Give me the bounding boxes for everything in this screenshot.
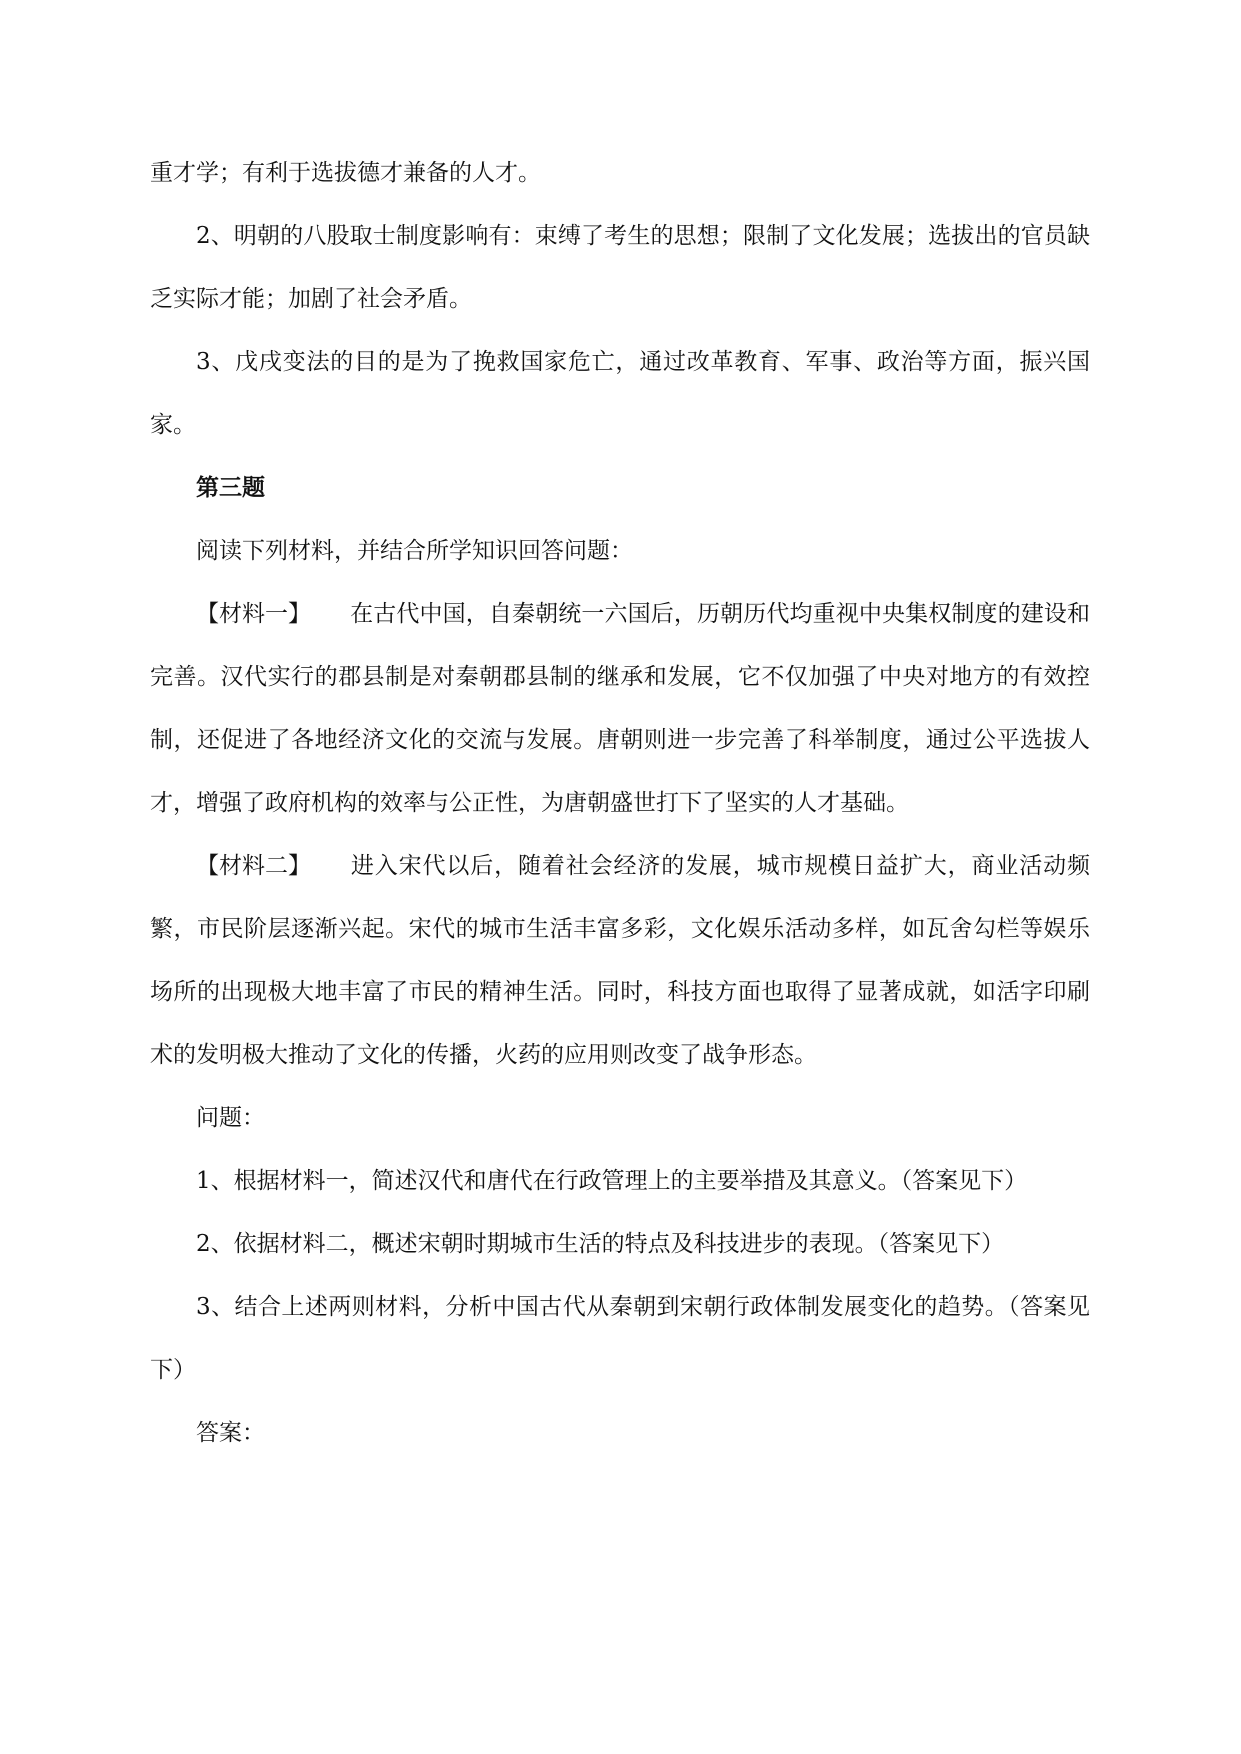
question-1: 1、根据材料一，简述汉代和唐代在行政管理上的主要举措及其意义。（答案见下） — [196, 1168, 1028, 1194]
answer-3: 3、戊戌变法的目的是为了挽救国家危亡，通过改革教育、军事、政治等方面，振兴国家。 — [150, 349, 1090, 438]
material-1-text: 在古代中国，自秦朝统一六国后，历朝历代均重视中央集权制度的建设和完善。汉代实行的郡县制是对秦朝郡县制的继承和发展，它不仅加强了中央对地方的有效控制，还促进了各地经济文化的交流与发展。唐朝则进一步完善了科举制度，通过公平选拔人才，增强了政府机构的效率与公正性，为唐朝盛世打下了坚实的人才基础。 — [150, 601, 1090, 816]
material-2-label: 【材料二】 — [196, 853, 311, 879]
answer-2: 2、明朝的八股取士制度影响有：束缚了考生的思想；限制了文化发展；选拔出的官员缺乏实际才能；加剧了社会矛盾。 — [150, 223, 1090, 312]
question-2: 2、依据材料二，概述宋朝时期城市生活的特点及科技进步的表现。（答案见下） — [196, 1231, 1005, 1257]
questions-label: 问题： — [196, 1105, 265, 1131]
instruction: 阅读下列材料，并结合所学知识回答问题： — [196, 538, 633, 564]
material-2-text: 进入宋代以后，随着社会经济的发展，城市规模日益扩大，商业活动频繁，市民阶层逐渐兴起。宋代的城市生活丰富多彩，文化娱乐活动多样，如瓦舍勾栏等娱乐场所的出现极大地丰富了市民的精神生活。同时，科技方面也取得了显著成就，如活字印刷术的发明极大推动了文化的传播，火药的应用则改变了战争形态。 — [150, 853, 1090, 1068]
material-1 — [150, 583, 1090, 835]
question-3: 3、结合上述两则材料，分析中国古代从秦朝到宋朝行政体制发展变化的趋势。（答案见下） — [150, 1294, 1090, 1383]
paragraph-continued: 重才学；有利于选拔德才兼备的人才。 — [150, 160, 541, 186]
section-title: 第三题 — [196, 475, 265, 501]
document-page — [150, 142, 1090, 1465]
material-1-label: 【材料一】 — [196, 601, 311, 627]
answer-label: 答案： — [196, 1420, 265, 1446]
material-2 — [150, 835, 1090, 1087]
